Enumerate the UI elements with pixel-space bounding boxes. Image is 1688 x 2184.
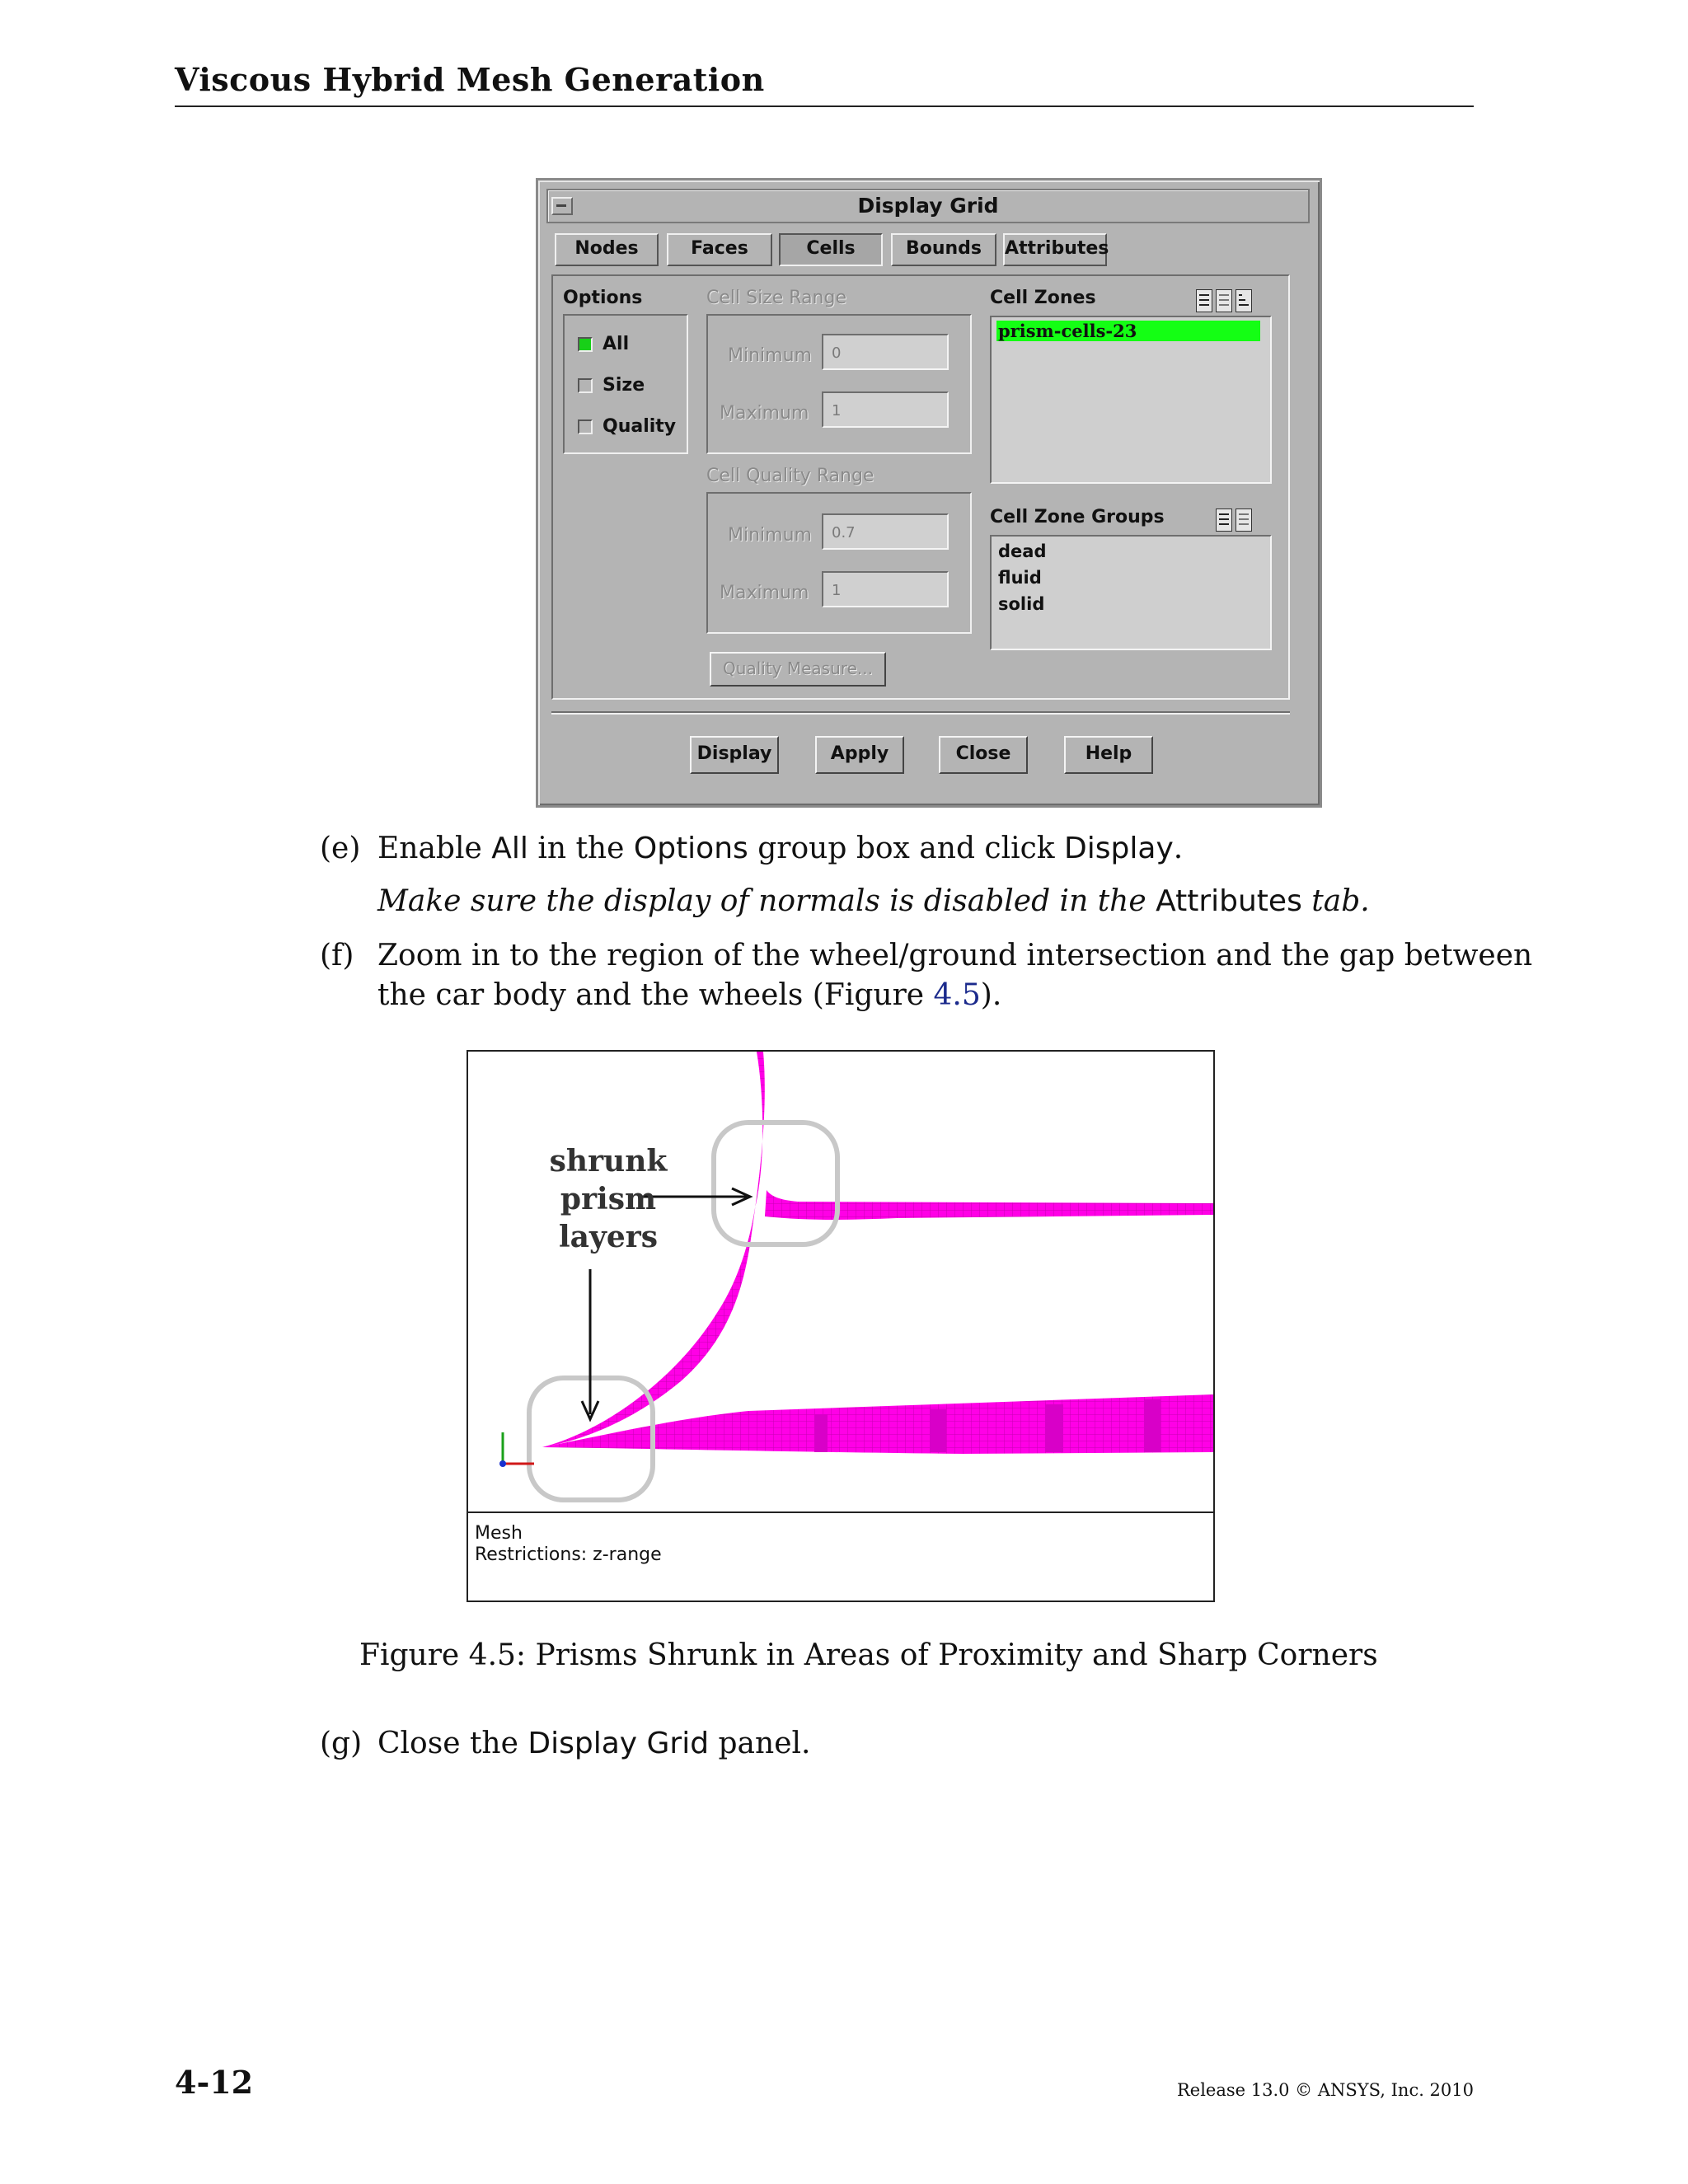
list-item[interactable]: solid xyxy=(998,594,1045,614)
step-f-line1: Zoom in to the region of the wheel/ground intersection and the gap between xyxy=(377,939,1533,972)
body-prism-layer xyxy=(765,1190,1213,1220)
figure-4-5 xyxy=(467,1050,1215,1602)
step-e-note: Make sure the display of normals is disabled in the Attributes tab. xyxy=(377,884,1370,918)
deselect-all-groups-icon[interactable] xyxy=(1236,509,1252,532)
dialog-title-bar xyxy=(546,189,1310,223)
mesh-view xyxy=(468,1052,1213,1511)
figure-caption: Figure 4.5: Prisms Shrunk in Areas of Proximity and Sharp Corners xyxy=(359,1638,1378,1672)
header-rule xyxy=(175,105,1474,107)
dialog-title: Display Grid xyxy=(857,194,999,218)
figure-footer-mesh: Mesh xyxy=(475,1523,523,1544)
all-checkbox[interactable] xyxy=(578,337,593,352)
size-maximum-label: Maximum xyxy=(720,403,809,424)
size-minimum-label: Minimum xyxy=(728,345,812,366)
display-grid-dialog xyxy=(536,178,1322,808)
select-all-groups-icon[interactable] xyxy=(1216,509,1232,532)
size-option-label: Size xyxy=(603,375,645,396)
step-f-marker: (f) xyxy=(320,939,354,972)
step-g-text: Close the Display Grid panel. xyxy=(377,1727,811,1760)
page-number: 4-12 xyxy=(175,2064,254,2101)
select-all-icon[interactable] xyxy=(1196,289,1212,312)
quality-option-label: Quality xyxy=(603,416,677,437)
cell-zones-label: Cell Zones xyxy=(990,288,1096,308)
size-checkbox[interactable] xyxy=(578,378,593,393)
button-separator xyxy=(551,711,1290,715)
highlight-box-upper xyxy=(714,1122,837,1244)
figure-link[interactable]: 4.5 xyxy=(933,978,981,1012)
size-minimum-input[interactable]: 0 xyxy=(822,334,949,370)
running-header: Viscous Hybrid Mesh Generation xyxy=(175,61,765,98)
quality-measure-button[interactable]: Quality Measure... xyxy=(710,652,886,687)
figure-footer-restrictions: Restrictions: z-range xyxy=(475,1544,662,1565)
step-f-line2: the car body and the wheels (Figure 4.5). xyxy=(377,978,1002,1012)
cell-zones-list[interactable] xyxy=(990,316,1272,484)
cell-zone-groups-label: Cell Zone Groups xyxy=(990,507,1165,527)
tab-nodes[interactable]: Nodes xyxy=(555,233,659,266)
list-item[interactable]: dead xyxy=(998,541,1047,561)
quality-minimum-input[interactable]: 0.7 xyxy=(822,513,949,550)
tab-attributes[interactable]: Attributes xyxy=(1003,233,1107,266)
mesh-band xyxy=(930,1409,946,1452)
step-e-text: Enable All in the Options group box and click Display. xyxy=(377,832,1184,865)
release-notice: Release 13.0 © ANSYS, Inc. 2010 xyxy=(1176,2080,1474,2100)
quality-checkbox[interactable] xyxy=(578,419,593,434)
shrunk-prism-layers-annotation: shrunk prism layers xyxy=(549,1144,668,1254)
mesh-band xyxy=(1045,1404,1063,1452)
step-e-marker: (e) xyxy=(320,832,361,865)
deselect-all-icon[interactable] xyxy=(1216,289,1232,312)
tab-faces[interactable]: Faces xyxy=(667,233,772,266)
tab-bounds[interactable]: Bounds xyxy=(891,233,996,266)
close-button[interactable]: Close xyxy=(939,736,1028,774)
step-g-marker: (g) xyxy=(320,1727,363,1760)
list-item[interactable]: prism-cells-23 xyxy=(996,321,1260,341)
quality-maximum-label: Maximum xyxy=(720,583,809,603)
tab-cells[interactable]: Cells xyxy=(779,233,883,266)
size-maximum-input[interactable]: 1 xyxy=(822,391,949,428)
mesh-band xyxy=(1144,1399,1160,1452)
all-option-label: All xyxy=(603,334,630,354)
cell-quality-range-label: Cell Quality Range xyxy=(706,466,874,486)
options-label: Options xyxy=(563,288,643,308)
help-button[interactable]: Help xyxy=(1064,736,1153,774)
quality-minimum-label: Minimum xyxy=(728,525,812,546)
quality-maximum-input[interactable]: 1 xyxy=(822,571,949,607)
filter-list-icon[interactable] xyxy=(1236,289,1252,312)
apply-button[interactable]: Apply xyxy=(815,736,904,774)
cell-size-range-label: Cell Size Range xyxy=(706,288,846,308)
mesh-band xyxy=(814,1414,828,1452)
cell-zone-groups-list[interactable] xyxy=(990,535,1272,650)
list-item[interactable]: fluid xyxy=(998,568,1042,588)
figure-footer-rule xyxy=(468,1511,1213,1513)
display-button[interactable]: Display xyxy=(690,736,779,774)
